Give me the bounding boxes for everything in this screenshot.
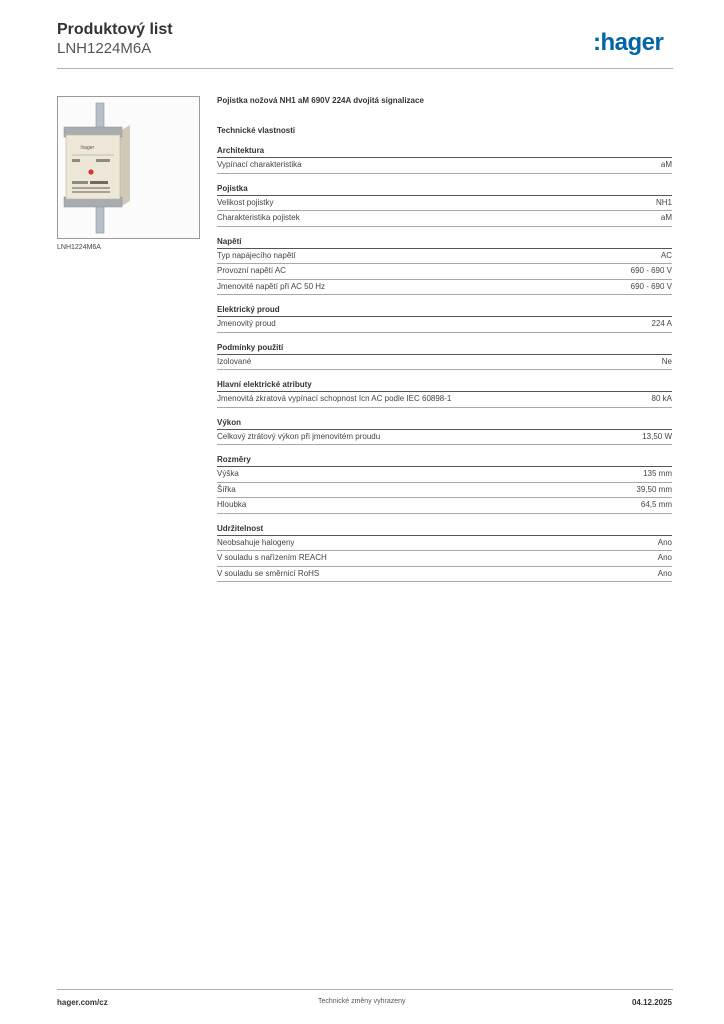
spec-sheet (217, 95, 672, 582)
section-heading: Technické vlastnosti (217, 126, 296, 135)
spec-row (217, 551, 672, 567)
spec-label: Jmenovitá zkratová vypínací schopnost Icn AC podle IEC 60898-1 (217, 394, 452, 403)
footer-website[interactable]: hager.com/cz (57, 998, 108, 1007)
spec-row (217, 158, 672, 174)
spec-group-title: Napětí (217, 236, 672, 249)
spec-group-title: Rozměry (217, 454, 672, 467)
spec-label: V souladu se směrnicí RoHS (217, 568, 320, 578)
spec-group (217, 236, 672, 296)
spec-row (217, 467, 672, 483)
spec-group (217, 304, 672, 333)
hager-logo (593, 28, 675, 58)
spec-group-title: Pojistka (217, 183, 672, 196)
footer-notice: Technické změny vyhrazeny (318, 998, 406, 1005)
spec-group-title: Výkon (217, 417, 672, 430)
spec-row (217, 264, 672, 280)
spec-value: aM (660, 160, 672, 169)
spec-group-title: Hlavní elektrické atributy (217, 379, 672, 392)
spec-row (217, 280, 672, 296)
spec-group (217, 417, 672, 446)
spec-label: Jmenovité napětí při AC 50 Hz (217, 281, 326, 291)
spec-value: 13,50 W (642, 431, 672, 441)
spec-value: Ano (657, 568, 672, 578)
spec-row (217, 430, 672, 446)
spec-label: Výška (217, 469, 239, 478)
spec-label: Velikost pojistky (217, 197, 274, 207)
footer-divider (57, 989, 673, 990)
spec-value: 64,5 mm (640, 500, 672, 509)
spec-label: Neobsahuje halogeny (217, 537, 295, 547)
spec-value: 690 - 690 V (630, 266, 672, 275)
spec-group-title: Architektura (217, 145, 672, 158)
spec-label: Šířka (217, 484, 236, 494)
spec-label: Hloubka (217, 500, 247, 509)
spec-label: V souladu s nařízením REACH (217, 553, 327, 562)
spec-group (217, 454, 672, 514)
header-divider (57, 68, 673, 69)
product-photo-fuse-icon (58, 97, 199, 238)
spec-value: Ne (661, 356, 672, 366)
footer-date: 04.12.2025 (631, 998, 672, 1007)
svg-text::hager: :hager (80, 145, 95, 151)
product-code: LNH1224M6A (57, 40, 152, 57)
spec-row (217, 249, 672, 265)
spec-row (217, 567, 672, 583)
page-title: Produktový list (57, 21, 173, 38)
spec-value: 80 kA (651, 394, 672, 403)
spec-row (217, 196, 672, 212)
spec-groups (217, 145, 672, 582)
product-image (57, 96, 200, 239)
spec-group (217, 183, 672, 227)
spec-value: AC (660, 250, 672, 260)
spec-row (217, 317, 672, 333)
spec-group-title: Udržitelnost (217, 523, 672, 536)
svg-text::hager: :hager (593, 29, 664, 56)
spec-row (217, 536, 672, 552)
spec-row (217, 355, 672, 371)
spec-label: Charakteristika pojistek (217, 213, 300, 222)
spec-group (217, 145, 672, 174)
spec-value: 224 A (651, 319, 672, 328)
spec-row (217, 392, 672, 408)
spec-value: NH1 (655, 197, 672, 207)
spec-label: Celkový ztrátový výkon při jmenovitém proudu (217, 431, 381, 441)
spec-value: Ano (657, 553, 672, 562)
spec-value: 690 - 690 V (630, 281, 672, 291)
image-caption: LNH1224M6A (57, 244, 101, 251)
spec-label: Izolované (217, 356, 252, 366)
spec-group-title: Elektrický proud (217, 304, 672, 317)
spec-row (217, 483, 672, 499)
spec-label: Vypínací charakteristika (217, 160, 302, 169)
spec-row (217, 498, 672, 514)
spec-group (217, 379, 672, 408)
spec-value: 39,50 mm (636, 484, 672, 494)
spec-group (217, 523, 672, 583)
spec-label: Provozní napětí AC (217, 266, 286, 275)
spec-value: aM (660, 213, 672, 222)
spec-row (217, 211, 672, 227)
spec-label: Typ napájecího napětí (217, 250, 296, 260)
spec-group (217, 342, 672, 371)
spec-value: 135 mm (643, 469, 672, 478)
spec-label: Jmenovitý proud (217, 319, 276, 328)
product-description: Pojistka nožová NH1 aM 690V 224A dvojitá signalizace (217, 96, 424, 105)
spec-value: Ano (657, 537, 672, 547)
spec-group-title: Podmínky použití (217, 342, 672, 355)
